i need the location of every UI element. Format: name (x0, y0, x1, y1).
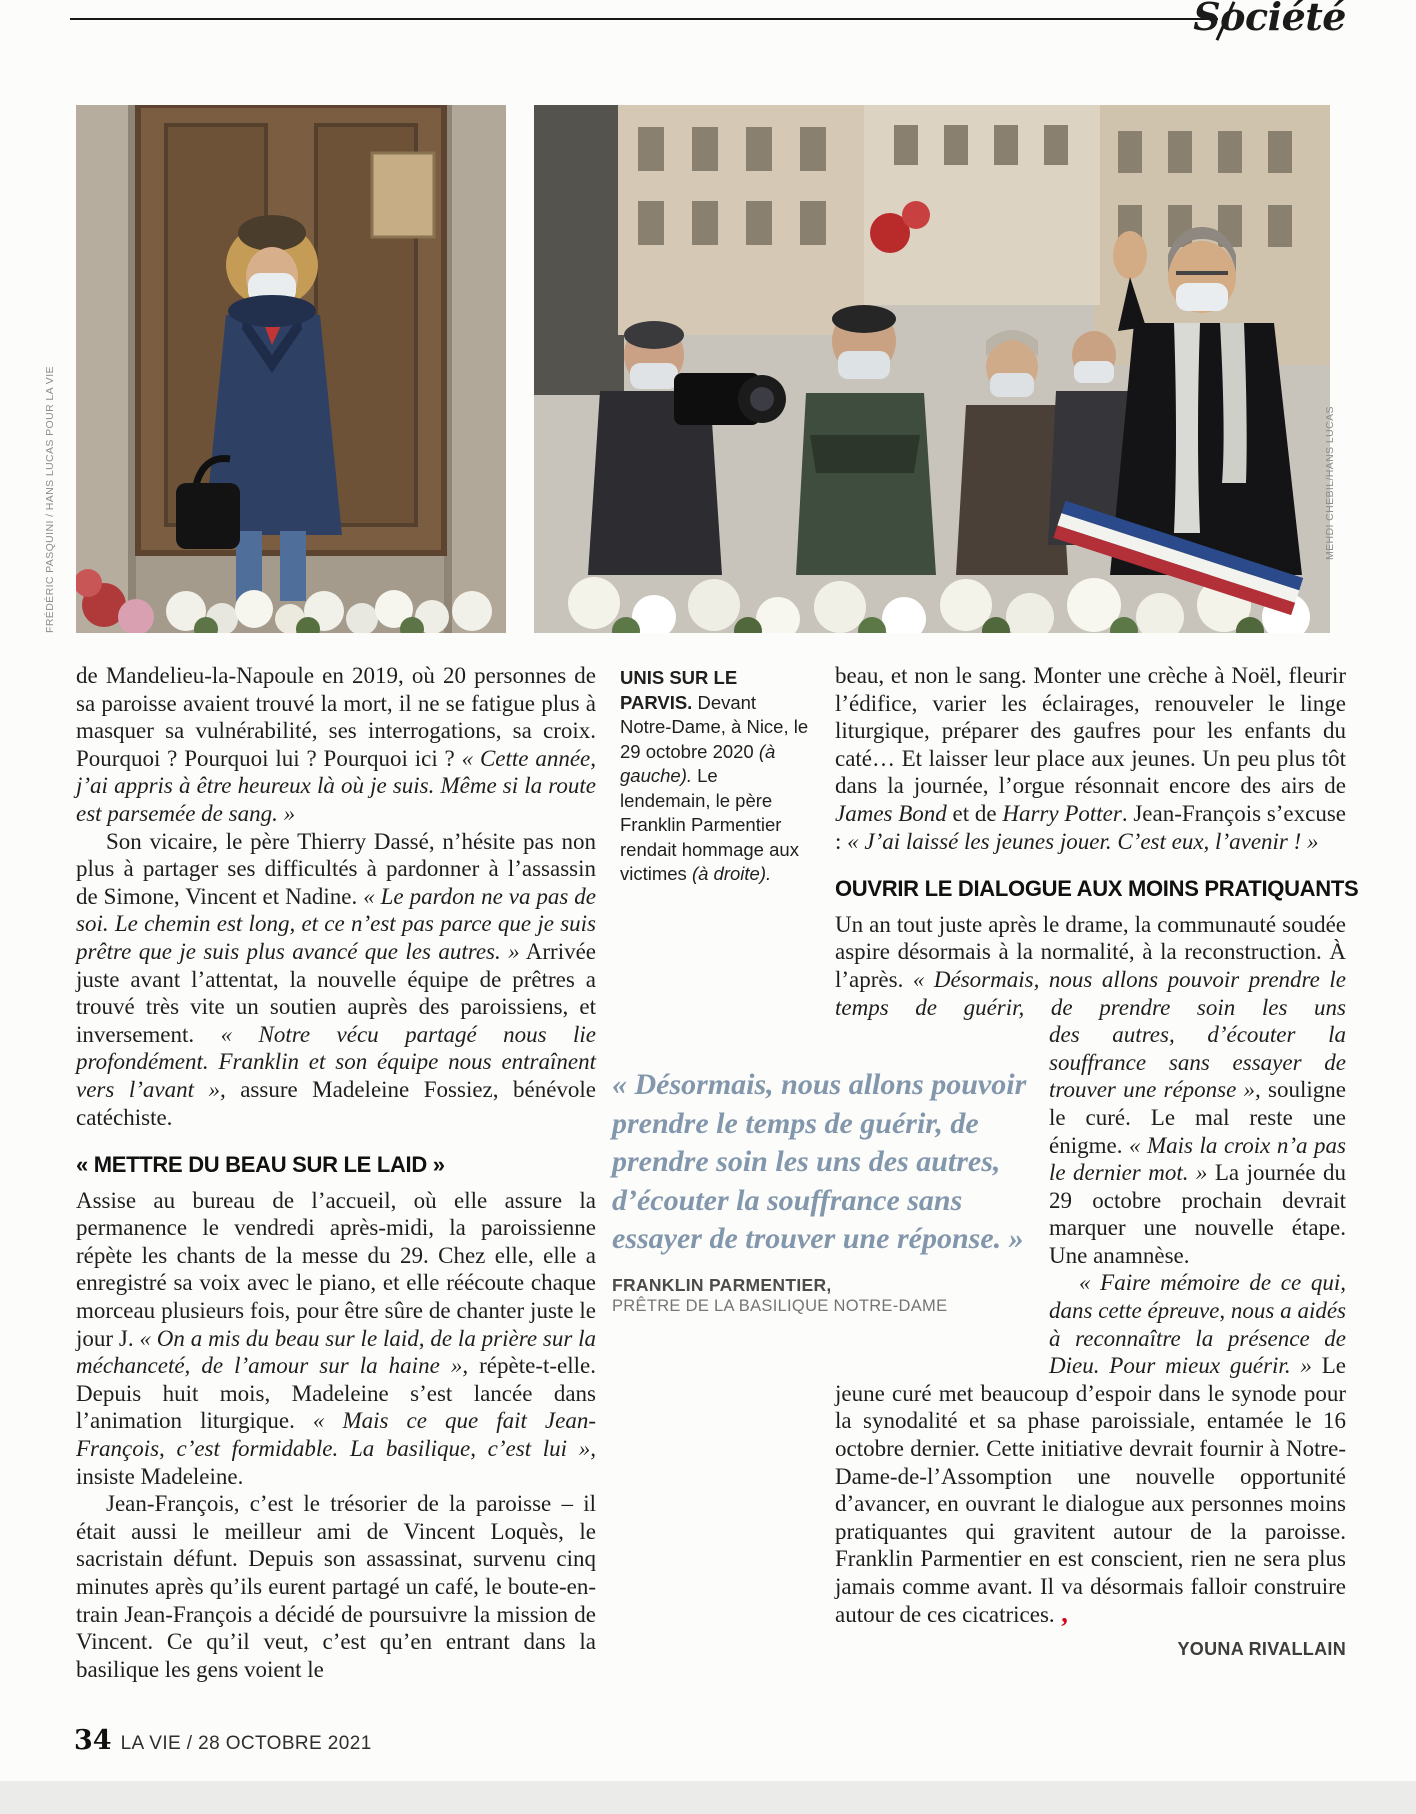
issue-info: LA VIE / 28 OCTOBRE 2021 (120, 1733, 372, 1754)
header-rule (70, 18, 1218, 20)
article-column-3 (835, 662, 1359, 1664)
photo-right (534, 105, 1330, 633)
pull-quote-wrap-region (835, 1021, 1346, 1628)
col1-paragraph-2: Son vicaire, le père Thierry Dassé, n’hésite pas non plus à partager ses difficultés à pardonner à l’assassin de Simone, Vincent et Nadine. « Le pardon ne va pas de soi. Le chemin est long, et ce n’est pas parce que je suis prêtre que je suis plus avancé que les autres. » Arrivée juste avant l’attentat, la nouvelle équipe de prêtres a trouvé très vite un soutien auprès des paroissiens, et inversement. « Notre vécu partagé nous lie profondément. Franklin et son équipe nous entraînent vers l’avant », assure Madeleine Fossiez, bénévole catéchiste. (76, 828, 597, 1130)
pull-quote-spacer (835, 1021, 1049, 1353)
left-photo-illustration (76, 105, 506, 633)
pull-quote-text: « Désormais, nous allons pouvoir prendre le temps de guérir, de prendre soin les uns des autres, d’écouter la souffrance sans essayer de trouver une réponse. » (612, 1068, 1027, 1255)
subhead-ouvrir-le-dialogue: OUVRIR LE DIALOGUE AUX MOINS PRATIQUANTS (835, 876, 1359, 902)
section-title: Société (1193, 0, 1346, 39)
page-bottom-edge (0, 1781, 1416, 1814)
col1-paragraph-3: Assise au bureau de l’accueil, où elle assure la permanence le vendredi après-midi, la paroissienne répète les chants de la messe du 29. Chez elle, elle a enregistré sa voix avec le piano, et elle réécoute chaque morceau plusieurs fois, pour être sûre de chanter juste le jour J. « On a mis du beau sur le laid, de la prière sur la méchanceté, de l’amour sur la haine », répète-t-elle. Depuis huit mois, Madeleine s’est lancée dans l’animation liturgique. « Mais ce que fait Jean-François, c’est formidable. La basilique, c’est lui », insiste Madeleine. (76, 1187, 597, 1489)
article-column-1 (76, 662, 596, 1683)
page-footer (74, 1725, 372, 1756)
byline-author: YOUNA RIVALLAIN (1177, 1639, 1346, 1660)
col3-paragraph-1: beau, et non le sang. Monter une crèche à Noël, fleurir l’édifice, varier les éclairages, renouveler le linge liturgique, préparer des gaufres pour les enfants du caté… Et laisser leur place aux jeunes. Un peu plus tôt dans la journée, l’orgue résonnait encore des airs de James Bond et de Harry Potter. Jean-François s’excuse : « J’ai laissé les jeunes jouer. C’est eux, l’avenir ! » (835, 663, 1347, 854)
col3-paragraph-2b: des autres, d’écouter la souffrance sans essayer de trouver une réponse », souligne le curé. Le mal reste une énigme. « Mais la croix n’a pas le dernier mot. » La journée du 29 octobre prochain devrait marquer une nouvelle étape. Une anamnèse. (1049, 1022, 1347, 1268)
photo-credit-right: MEHDI CHEBIL/HANS LUCAS (1324, 406, 1336, 560)
col1-paragraph-4: Jean-François, c’est le trésorier de la paroisse – il était aussi le meilleur ami de Vincent Loquès, le sacristain défunt. Depuis son assassinat, survenu cinq minutes après qu’ils eurent partagé un café, le boute-en-train Jean-François a décidé de poursuivre la mission de Vincent. Ce qu’il veut, c’est qu’en entrant dans la basilique les gens voient le (76, 1491, 596, 1682)
pull-quote-author: FRANKLIN PARMENTIER, (612, 1274, 832, 1295)
right-photo-illustration (534, 105, 1330, 633)
page-number: 34 (74, 1725, 112, 1756)
pull-quote-role: PRÊTRE DE LA BASILIQUE NOTRE-DAME (612, 1296, 948, 1315)
photo-credit-left: FRÉDÉRIC PASQUINI / HANS LUCAS POUR LA VIE (44, 366, 56, 633)
col3-paragraph-3: « Faire mémoire de ce qui, dans cette épreuve, nous a aidés à reconnaître la présence de Dieu. Pour mieux guérir. » Le jeune curé met beaucoup d’espoir dans le synode pour la synodalité et sa phase paroissiale, entamée le 16 octobre dernier. Cette initiative devrait fournir à Notre-Dame-de-l’Assomption une nouvelle opportunité d’avancer, en ouvrant le dialogue aux personnes moins pratiquantes qui gravitent autour de la paroisse. Franklin Parmentier en est conscient, rien ne sera plus jamais comme avant. Il va désormais falloir construire autour de ces cicatrices. , (835, 1270, 1346, 1628)
col3-paragraph-2a: Un an tout juste après le drame, la communauté soudée aspire désormais à la normalité, à la reconstruction. À l’après. « Désormais, nous allons pouvoir prendre le temps de guérir, de prendre soin les uns (835, 911, 1346, 1020)
col1-paragraph-1: de Mandelieu-la-Napoule en 2019, où 20 personnes de sa paroisse avaient trouvé la mort, il ne se fatigue plus à masquer sa vulnérabilité, ses interrogations, sa croix. Pourquoi ? Pourquoi lui ? Pourquoi ici ? « Cette année, j’ai appris à être heureux là où je suis. Même si la route est parsemée de sang. » (76, 663, 596, 826)
photo-caption: UNIS SUR LE PARVIS. Devant Notre-Dame, à Nice, le 29 octobre 2020 (à gauche). Le lendemain, le père Franklin Parmentier rendait hommage aux victimes (à droite). (620, 667, 809, 884)
subhead-mettre-du-beau: « METTRE DU BEAU SUR LE LAID » (76, 1152, 445, 1178)
photo-left (76, 105, 506, 633)
